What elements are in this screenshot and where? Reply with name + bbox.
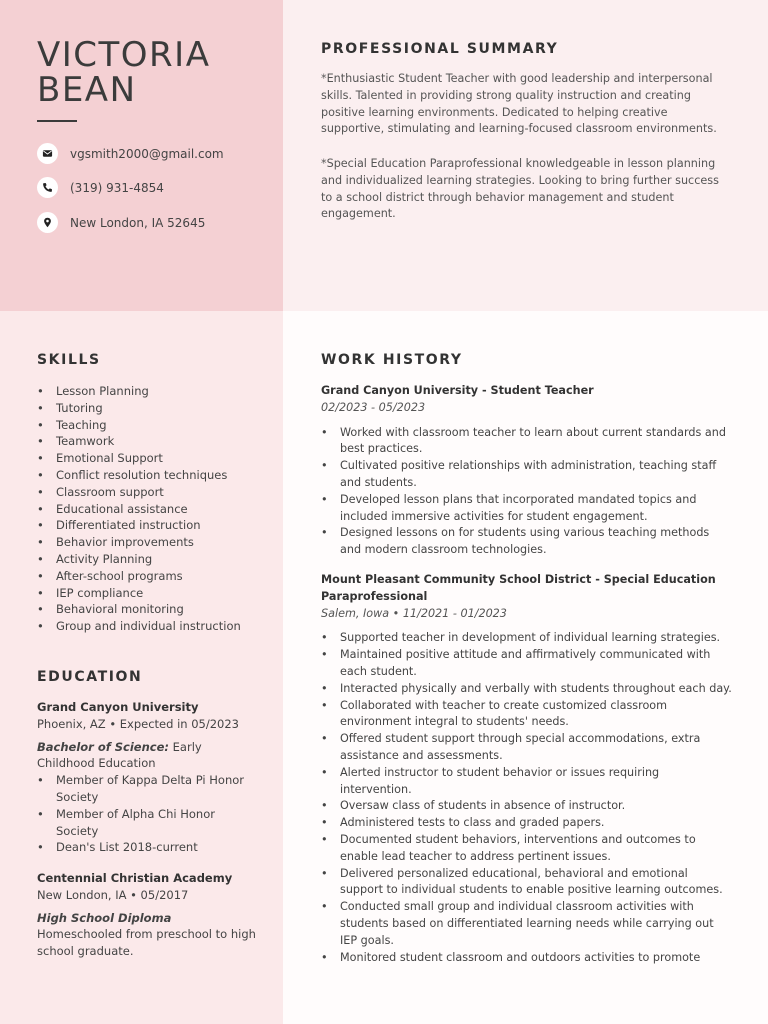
list-item: • Lesson Planning — [37, 383, 241, 400]
education-entry-1 — [37, 699, 257, 856]
school-meta: Phoenix, AZ • Expected in 05/2023 — [37, 716, 239, 731]
phone-text: (319) 931-4854 — [70, 180, 164, 195]
degree-type: High School Diploma — [37, 910, 172, 925]
list-item: • Monitored student classroom and outdoors activities to promote — [321, 950, 733, 967]
work-history-heading: WORK HISTORY — [321, 352, 463, 368]
job-bullets — [321, 630, 733, 966]
list-item: • Documented student behaviors, interventions and outcomes to enable lead teacher to address pertinent issues. — [321, 832, 733, 866]
list-item: • Educational assistance — [37, 501, 241, 518]
school-name: Centennial Christian Academy — [37, 871, 233, 885]
job-entry-2 — [321, 572, 733, 966]
honors-list — [37, 772, 257, 856]
job-title: Grand Canyon University - Student Teacher — [321, 384, 594, 397]
summary-paragraph-2: *Special Education Paraprofessional knowledgeable in lesson planning and individualized learning strategies. Looking to bring further success to a school district through behavior management and student engagement. — [321, 157, 719, 221]
list-item: • Worked with classroom teacher to learn about current standards and best practices. — [321, 425, 733, 459]
list-item: • Emotional Support — [37, 450, 241, 467]
list-item: • Teamwork — [37, 433, 241, 450]
summary-heading: PROFESSIONAL SUMMARY — [321, 41, 559, 57]
job-entry-1 — [321, 383, 733, 559]
list-item: • Group and individual instruction — [37, 618, 241, 635]
list-item: • Administered tests to class and graded papers. — [321, 815, 733, 832]
list-item: • Activity Planning — [37, 551, 241, 568]
education-heading: EDUCATION — [37, 669, 143, 685]
school-meta: New London, IA • 05/2017 — [37, 887, 189, 902]
list-item: • Teaching — [37, 417, 241, 434]
list-item: • Supported teacher in development of individual learning strategies. — [321, 630, 733, 647]
summary-paragraph-1: *Enthusiastic Student Teacher with good leadership and interpersonal skills. Talented in providing strong quality instruction and creating positive learning environments. Dedicated to helping creative supportive, stimulating and learning-focused classroom environments. — [321, 72, 717, 136]
list-item: • Offered student support through special accommodations, extra assistance and assessments. — [321, 731, 733, 765]
list-item: • Classroom support — [37, 484, 241, 501]
list-item: • Tutoring — [37, 400, 241, 417]
list-item: • Designed lessons on for students using various teaching methods and modern classroom technologies. — [321, 525, 733, 559]
location-text: New London, IA 52645 — [70, 215, 206, 230]
skills-heading: SKILLS — [37, 352, 101, 368]
name-line-1: VICTORIA — [37, 35, 211, 75]
list-item: • Conflict resolution techniques — [37, 467, 241, 484]
job-bullets — [321, 425, 733, 559]
candidate-name — [37, 35, 211, 110]
list-item: • Delivered personalized educational, behavioral and emotional support to individual students to enable positive learning outcomes. — [321, 866, 733, 900]
list-item: • Interacted physically and verbally with students throughout each day. — [321, 681, 733, 698]
degree — [37, 739, 257, 773]
name-line-2: BEAN — [37, 70, 137, 110]
list-item: • Differentiated instruction — [37, 517, 241, 534]
list-item: • Dean's List 2018-current — [37, 839, 257, 856]
email-text: vgsmith2000@gmail.com — [70, 146, 224, 161]
job-title: Mount Pleasant Community School District - Special Education Paraprofessional — [321, 573, 716, 603]
name-divider — [37, 120, 77, 122]
list-item: • After-school programs — [37, 568, 241, 585]
job-dates: 02/2023 - 05/2023 — [321, 400, 426, 414]
list-item: • Member of Kappa Delta Pi Honor Society — [37, 772, 257, 806]
job-dates: Salem, Iowa • 11/2021 - 01/2023 — [321, 606, 507, 620]
list-item: • Alerted instructor to student behavior or issues requiring intervention. — [321, 765, 733, 799]
school-name: Grand Canyon University — [37, 700, 199, 714]
contact-location — [37, 212, 205, 233]
degree-type: Bachelor of Science: — [37, 739, 169, 754]
education-note: Homeschooled from preschool to high school graduate. — [37, 927, 256, 959]
degree-field: Early Childhood Education — [37, 739, 202, 771]
degree — [37, 910, 257, 927]
list-item: • Conducted small group and individual classroom activities with students based on differentiated learning needs while carrying out IEP goals. — [321, 899, 733, 949]
list-item: • Collaborated with teacher to create customized classroom environment integral to students' needs. — [321, 698, 733, 732]
list-item: • Oversaw class of students in absence of instructor. — [321, 798, 733, 815]
education-entry-2 — [37, 870, 257, 960]
skills-list — [37, 383, 241, 635]
list-item: • IEP compliance — [37, 585, 241, 602]
list-item: • Member of Alpha Chi Honor Society — [37, 806, 257, 840]
envelope-icon — [37, 143, 58, 164]
list-item: • Behavior improvements — [37, 534, 241, 551]
phone-icon — [37, 177, 58, 198]
map-pin-icon — [37, 212, 58, 233]
list-item: • Maintained positive attitude and affirmatively communicated with each student. — [321, 647, 733, 681]
list-item: • Cultivated positive relationships with administration, teaching staff and students. — [321, 458, 733, 492]
list-item: • Behavioral monitoring — [37, 601, 241, 618]
contact-phone[interactable] — [37, 177, 164, 198]
contact-email[interactable] — [37, 143, 224, 164]
list-item: • Developed lesson plans that incorporated mandated topics and included immersive activities for student engagement. — [321, 492, 733, 526]
